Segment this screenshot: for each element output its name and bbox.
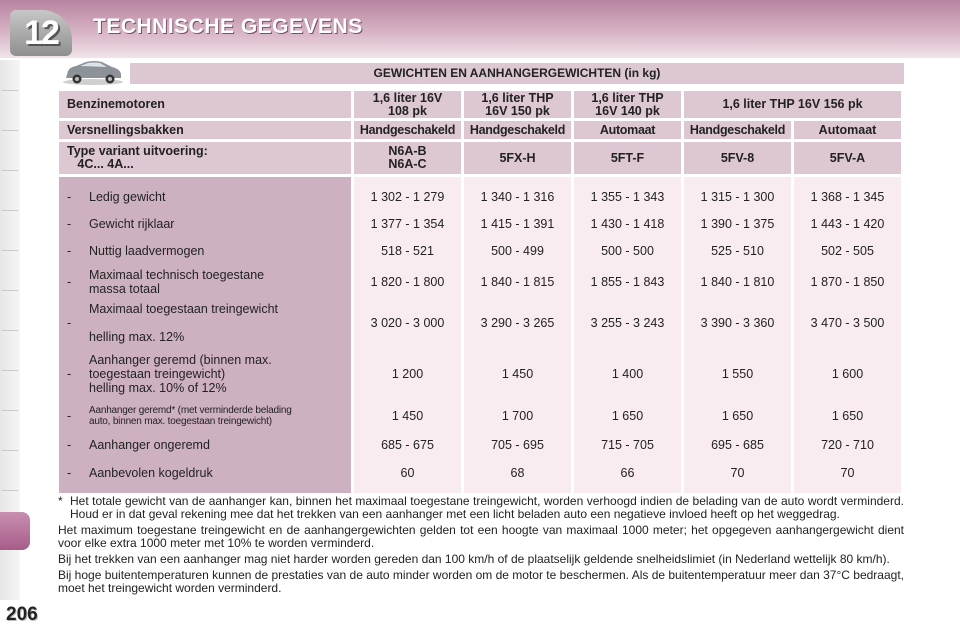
tab-divider (2, 290, 18, 291)
header-cell: 1,6 liter 16V 108 pk (354, 91, 461, 118)
tab-divider (2, 370, 18, 371)
header-cell: Automaat (574, 121, 681, 139)
table-cell: 1 650 (721, 409, 754, 423)
value-column (464, 177, 571, 493)
table-cell: 1 450 (501, 366, 534, 381)
tab-divider (2, 170, 18, 171)
value-column (684, 177, 791, 493)
table-cell: 1 400 (611, 366, 644, 381)
note-paragraph: Bij het trekken van een aanhanger mag niet harder worden gereden dan 100 km/h of de plaatselijk geldende snelheidslimiet (in Nederland wettelijk 80 km/h). (58, 552, 890, 566)
table-row-label (67, 237, 343, 264)
table-cell: 66 (620, 466, 635, 480)
header-cell: 5FV-8 (684, 142, 791, 174)
tab-divider (2, 90, 18, 91)
footnote-asterisk: * Het totale gewicht van de aanhanger kan, binnen het maximaal toegestane treingewicht, worden verhoogd indien de belading van de auto wordt verminderd. Houd er in dat geval rekening mee dat het trekken van een aanhanger met een licht beladen auto een negatieve invloed heeft op het weggedrag. (58, 494, 904, 521)
table-cell: 1 200 (391, 366, 424, 381)
header-cell: 5FV-A (794, 142, 901, 174)
table-cell: 1 377 - 1 354 (370, 216, 445, 231)
table-header-row (59, 121, 901, 139)
tab-divider (2, 210, 18, 211)
header-cell: 5FT-F (574, 142, 681, 174)
table-cell: 1 302 - 1 279 (370, 189, 445, 204)
table-cell: 715 - 705 (601, 438, 654, 452)
note-paragraph: Het maximum toegestane treingewicht en de aanhangergewichten gelden tot een hoogte van maximaal 1000 meter; het opgegeven aanhangergewicht dient voor elke extra 1000 meter met 10% te worden verminderd. (58, 523, 904, 550)
table-row-label (67, 300, 343, 346)
table-cell: 60 (400, 466, 415, 480)
header-cell: 1,6 liter THP 16V 140 pk (574, 91, 681, 118)
list-dash: - (67, 366, 72, 381)
table-cell: 1 550 (721, 366, 754, 381)
table-cell: 525 - 510 (711, 243, 764, 258)
header-cell: 5FX-H (464, 142, 571, 174)
table-cell: 1 600 (831, 366, 864, 381)
table-cell: 1 355 - 1 343 (590, 189, 665, 204)
row-label: Ledig gewicht (89, 189, 166, 204)
header-cell: 1,6 liter THP 16V 150 pk (464, 91, 571, 118)
tab-divider (2, 130, 18, 131)
table-cell: 1 840 - 1 810 (700, 275, 775, 289)
table-row-label (67, 431, 343, 459)
row-label: Aanhanger ongeremd (89, 438, 210, 452)
table-cell: 70 (840, 466, 855, 480)
row-label: Aanhanger geremd (binnen max. toegestaan treingewicht) helling max. 10% of 12% (89, 352, 272, 395)
section-title: GEWICHTEN EN AANHANGERGEWICHTEN (in kg) (130, 63, 904, 84)
list-dash: - (67, 316, 72, 330)
car-icon (60, 58, 126, 86)
table-row-label (67, 401, 343, 431)
table-row-label (67, 346, 343, 401)
table-cell: 3 470 - 3 500 (810, 316, 885, 330)
table-row-label (67, 459, 343, 487)
table-cell: 1 368 - 1 345 (810, 189, 885, 204)
tab-divider (2, 330, 18, 331)
tab-divider (2, 250, 18, 251)
table-header-row (59, 142, 901, 174)
tab-divider (2, 410, 18, 411)
table-body-row (59, 177, 901, 493)
table-cell: 3 290 - 3 265 (480, 316, 555, 330)
active-chapter-tab[interactable] (0, 512, 30, 550)
table-cell: 1 650 (611, 409, 644, 423)
list-dash: - (67, 466, 72, 480)
table-cell: 1 443 - 1 420 (810, 216, 885, 231)
row-label: Nuttig laadvermogen (89, 243, 205, 258)
table-header-row (59, 91, 901, 118)
value-column (574, 177, 681, 493)
chapter-number: 12 (24, 13, 58, 52)
list-dash: - (67, 216, 72, 231)
table-cell: 1 450 (391, 409, 424, 423)
header-label: Type variant uitvoering: 4C... 4A... (59, 142, 351, 174)
row-label: Aanbevolen kogeldruk (89, 466, 213, 480)
table-cell: 500 - 500 (601, 243, 654, 258)
table-cell: 3 020 - 3 000 (370, 316, 445, 330)
list-dash: - (67, 189, 72, 204)
value-column (354, 177, 461, 493)
page-title: TECHNISCHE GEGEVENS (93, 15, 363, 38)
header-cell: Handgeschakeld (464, 121, 571, 139)
table-cell: 720 - 710 (821, 438, 874, 452)
table-cell: 500 - 499 (491, 243, 544, 258)
chapter-badge (10, 10, 72, 56)
table-cell: 518 - 521 (381, 243, 434, 258)
list-dash: - (67, 438, 72, 452)
tab-divider (2, 450, 18, 451)
table-cell: 1 700 (501, 409, 534, 423)
table-cell: 1 315 - 1 300 (700, 189, 775, 204)
row-label: Maximaal technisch toegestane massa totaal (89, 268, 265, 296)
table-cell: 1 820 - 1 800 (370, 275, 445, 289)
table-cell: 705 - 695 (491, 438, 544, 452)
header-cell: N6A-B N6A-C (354, 142, 461, 174)
item-label-column (59, 177, 351, 493)
header-label: Versnellingsbakken (59, 121, 351, 139)
list-dash: - (67, 275, 72, 289)
row-label: Maximaal toegestaan treingewicht helling max. 12% (89, 302, 278, 344)
row-label: Aanhanger geremd* (met verminderde belading auto, binnen max. toegestaan treingewicht) (89, 405, 292, 427)
header-cell: Automaat (794, 121, 901, 139)
table-cell: 70 (730, 466, 745, 480)
page-number: 206 (6, 604, 38, 625)
header-cell: Handgeschakeld (684, 121, 791, 139)
table-cell: 1 390 - 1 375 (700, 216, 775, 231)
table-cell: 1 870 - 1 850 (810, 275, 885, 289)
table-cell: 68 (510, 466, 525, 480)
footnotes (58, 495, 904, 598)
table-cell: 1 340 - 1 316 (480, 189, 555, 204)
list-dash: - (67, 243, 72, 258)
table-row-label (67, 210, 343, 237)
table-cell: 1 855 - 1 843 (590, 275, 665, 289)
header-cell: 1,6 liter THP 16V 156 pk (684, 91, 901, 118)
table-cell: 1 840 - 1 815 (480, 275, 555, 289)
table-cell: 3 390 - 3 360 (700, 316, 775, 330)
table-row-label (67, 264, 343, 300)
value-column (794, 177, 901, 493)
row-label: Gewicht rijklaar (89, 216, 175, 231)
table-row-label (67, 183, 343, 210)
note-paragraph: Bij hoge buitentemperaturen kunnen de prestaties van de auto minder worden om de motor te beschermen. Als de buitentemperatuur meer dan 37°C bedraagt, moet het treingewicht worden verminderd. (58, 568, 904, 595)
table-cell: 685 - 675 (381, 438, 434, 452)
table-cell: 1 430 - 1 418 (590, 216, 665, 231)
header-cell: Handgeschakeld (354, 121, 461, 139)
table-cell: 3 255 - 3 243 (590, 316, 665, 330)
table-cell: 1 650 (831, 409, 864, 423)
tab-divider (2, 490, 18, 491)
header-band (0, 0, 960, 58)
list-dash: - (67, 409, 72, 423)
weights-table (56, 88, 904, 496)
table-cell: 502 - 505 (821, 243, 874, 258)
table-cell: 695 - 685 (711, 438, 764, 452)
header-label: Benzinemotoren (59, 91, 351, 118)
table-cell: 1 415 - 1 391 (480, 216, 555, 231)
